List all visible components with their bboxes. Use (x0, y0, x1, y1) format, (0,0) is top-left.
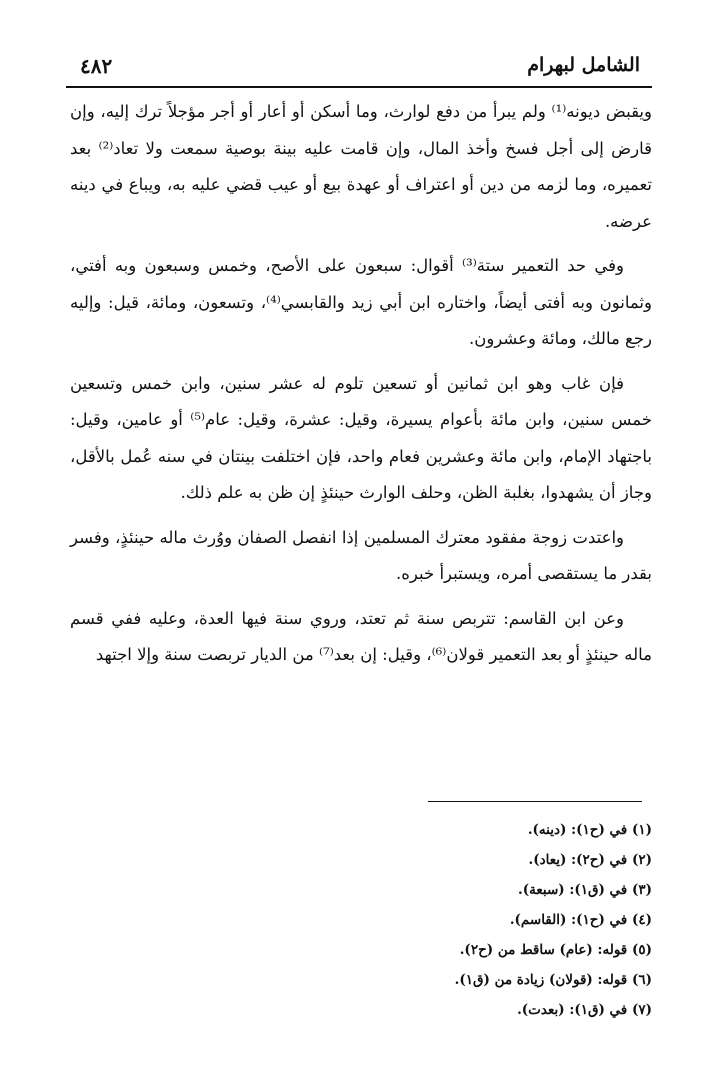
running-header (66, 52, 652, 88)
main-text (70, 94, 652, 682)
paragraph: فإن غاب وهو ابن ثمانين أو تسعين تلوم له عشر سنين، وابن خمس وتسعين خمس سنين، وابن مائة بأعوام يسيرة، وقيل: عشرة، وقيل: عام⁽⁵⁾ أو عامين، وقيل: باجتهاد الإمام، وابن مائة وعشرين فعام واحد، فإن اختلفت بينتان في سنه عُمل بالأقل، وجاز أن يشهدوا، بغلبة الظن، وحلف الوارث حينئذٍ إن ظن به علم ذلك. (70, 373, 652, 502)
footnote: (٣) في (ق١): (سبعة). (518, 882, 652, 898)
footnote: (٧) في (ق١): (بعدت). (517, 1002, 652, 1018)
page-number: ٤٨٢ (80, 54, 113, 78)
book-title: الشامل لبهرام (527, 54, 640, 76)
paragraph: وفي حد التعمير ستة⁽³⁾ أقوال: سبعون على الأصح، وخمس وسبعون وبه أفتي، وثمانون وبه أفتى أيضاً، واختاره ابن أبي زيد والقابسي⁽⁴⁾، وتسعون، ومائة، قيل: وإليه رجع مالك، ومائة وعشرون. (70, 256, 652, 348)
footnote: (٢) في (ح٢): (يعاد). (528, 852, 652, 868)
footnotes-list (132, 815, 652, 1025)
footnote: (٦) قوله: (قولان) زيادة من (ق١). (454, 972, 652, 988)
paragraph: وعن ابن القاسم: تتربص سنة ثم تعتد، وروي سنة فيها العدة، وعليه ففي قسم ماله حينئذٍ أو بعد التعمير قولان⁽⁶⁾، وقيل: إن بعد⁽⁷⁾ من الديار تربصت سنة وإلا اجتهد (70, 608, 652, 664)
footnote-divider (428, 801, 642, 802)
footnote: (٥) قوله: (عام) ساقط من (ح٢). (459, 942, 652, 958)
paragraph: واعتدت زوجة مفقود معترك المسلمين إذا انفصل الصفان ووُرث ماله حينئذٍ، وفسر بقدر ما يستقصى أمره، ويستبرأ خبره. (70, 527, 652, 583)
footnote: (٤) في (ح١): (القاسم). (509, 912, 652, 928)
paragraph: ويقبض ديونه⁽¹⁾ ولم يبرأ من دفع لوارث، وما أسكن أو أعار أو أجر مؤجلاً ترك إليه، وإن قارض إلى أجل فسخ وأخذ المال، وإن قامت عليه بينة بوصية سمعت ولا تعاد⁽²⁾ بعد تعميره، وما لزمه من دين أو اعتراف أو عهدة بيع أو عيب قضي عليه به، ويباع في دينه عرضه. (70, 102, 653, 231)
footnote: (١) في (ح١): (دينه). (527, 822, 652, 838)
